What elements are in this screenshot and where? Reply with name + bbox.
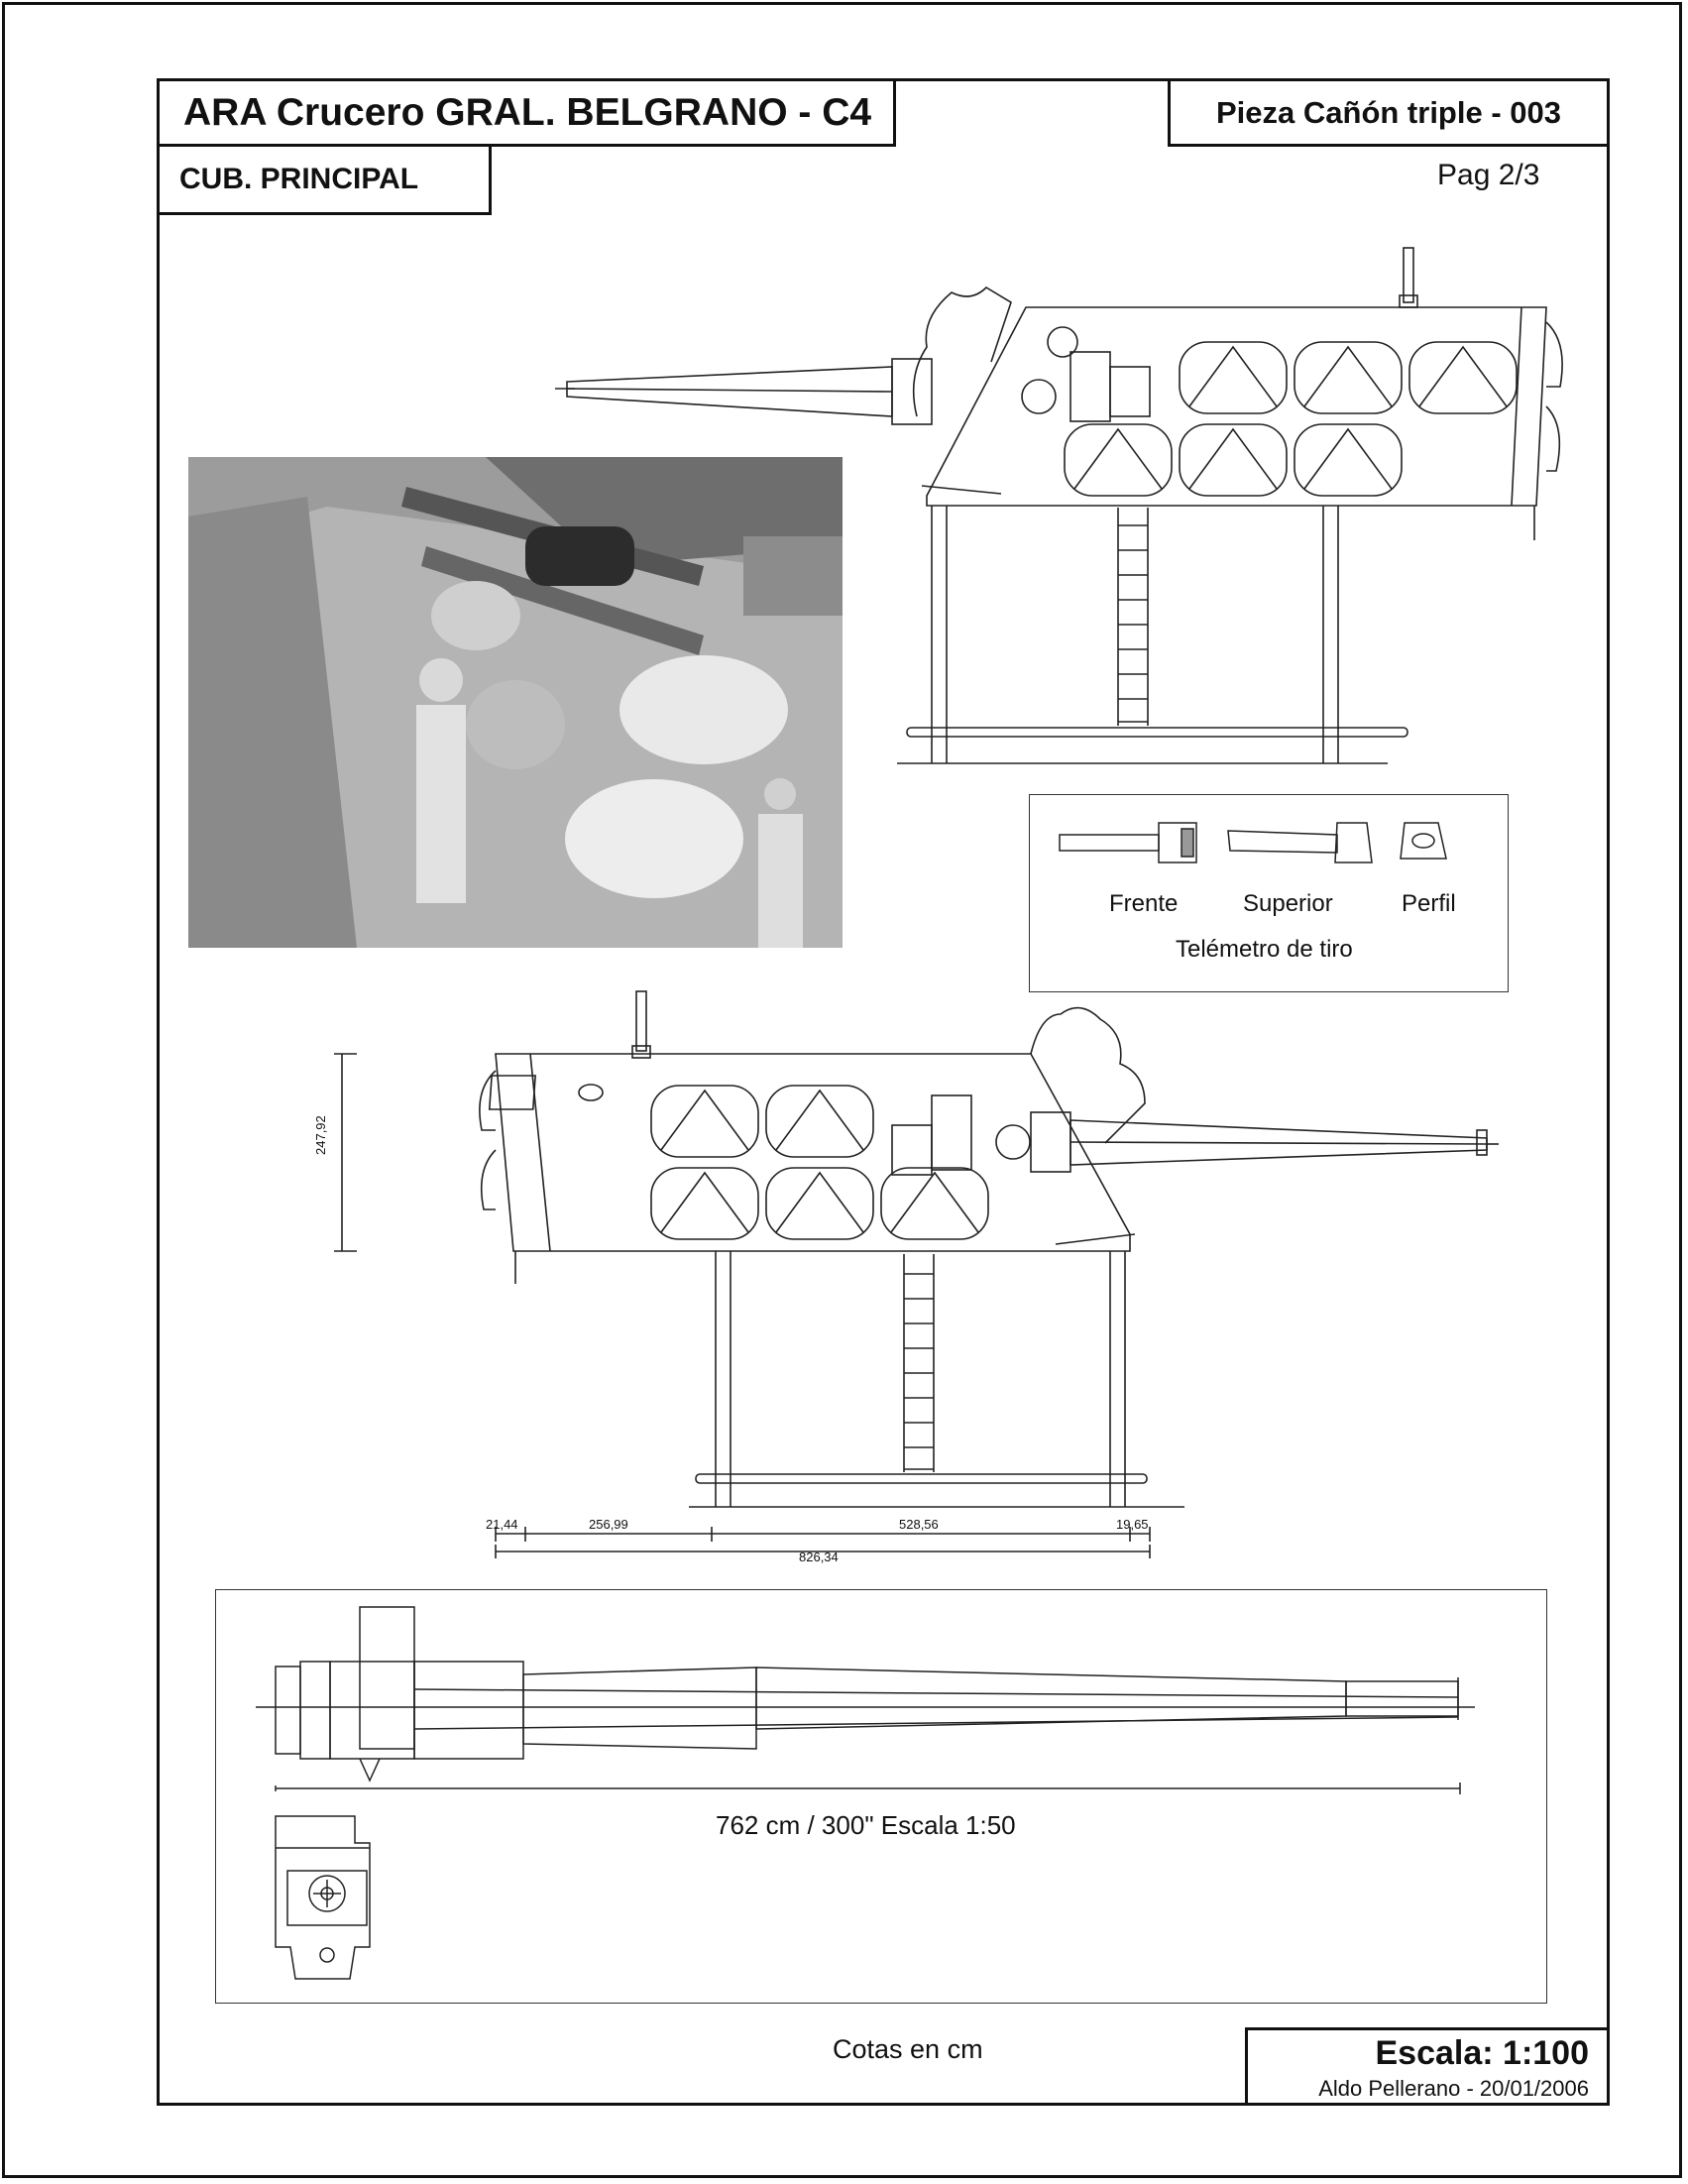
piece-title: Pieza Cañón triple - 003 [1216, 94, 1561, 130]
barrel-drawing [216, 1590, 1548, 2005]
legend-side: Perfil [1402, 890, 1456, 917]
ship-title: ARA Crucero GRAL. BELGRANO - C4 [183, 90, 872, 134]
scale-box [1245, 2027, 1610, 2106]
dim-height: 247,92 [313, 1115, 328, 1155]
section-title: CUB. PRINCIPAL [179, 163, 419, 195]
dim-total: 826,34 [799, 1550, 839, 1564]
dim-2: 256,99 [589, 1517, 628, 1532]
author-date: Aldo Pellerano - 20/01/2006 [1318, 2076, 1589, 2101]
units-note: Cotas en cm [833, 2034, 983, 2064]
legend-front: Frente [1109, 890, 1179, 917]
dim-3: 528,56 [899, 1517, 939, 1532]
scale-label: Escala: 1:100 [1375, 2034, 1589, 2072]
barrel-detail-box [215, 1589, 1547, 2004]
dim-4: 19,65 [1116, 1517, 1149, 1532]
page-number: Pag 2/3 [1437, 159, 1540, 191]
legend-top: Superior [1243, 890, 1333, 917]
legend-caption: Telémetro de tiro [1176, 936, 1353, 963]
dim-1: 21,44 [486, 1517, 518, 1532]
barrel-scale-note: 762 cm / 300" Escala 1:50 [716, 1810, 1016, 1840]
